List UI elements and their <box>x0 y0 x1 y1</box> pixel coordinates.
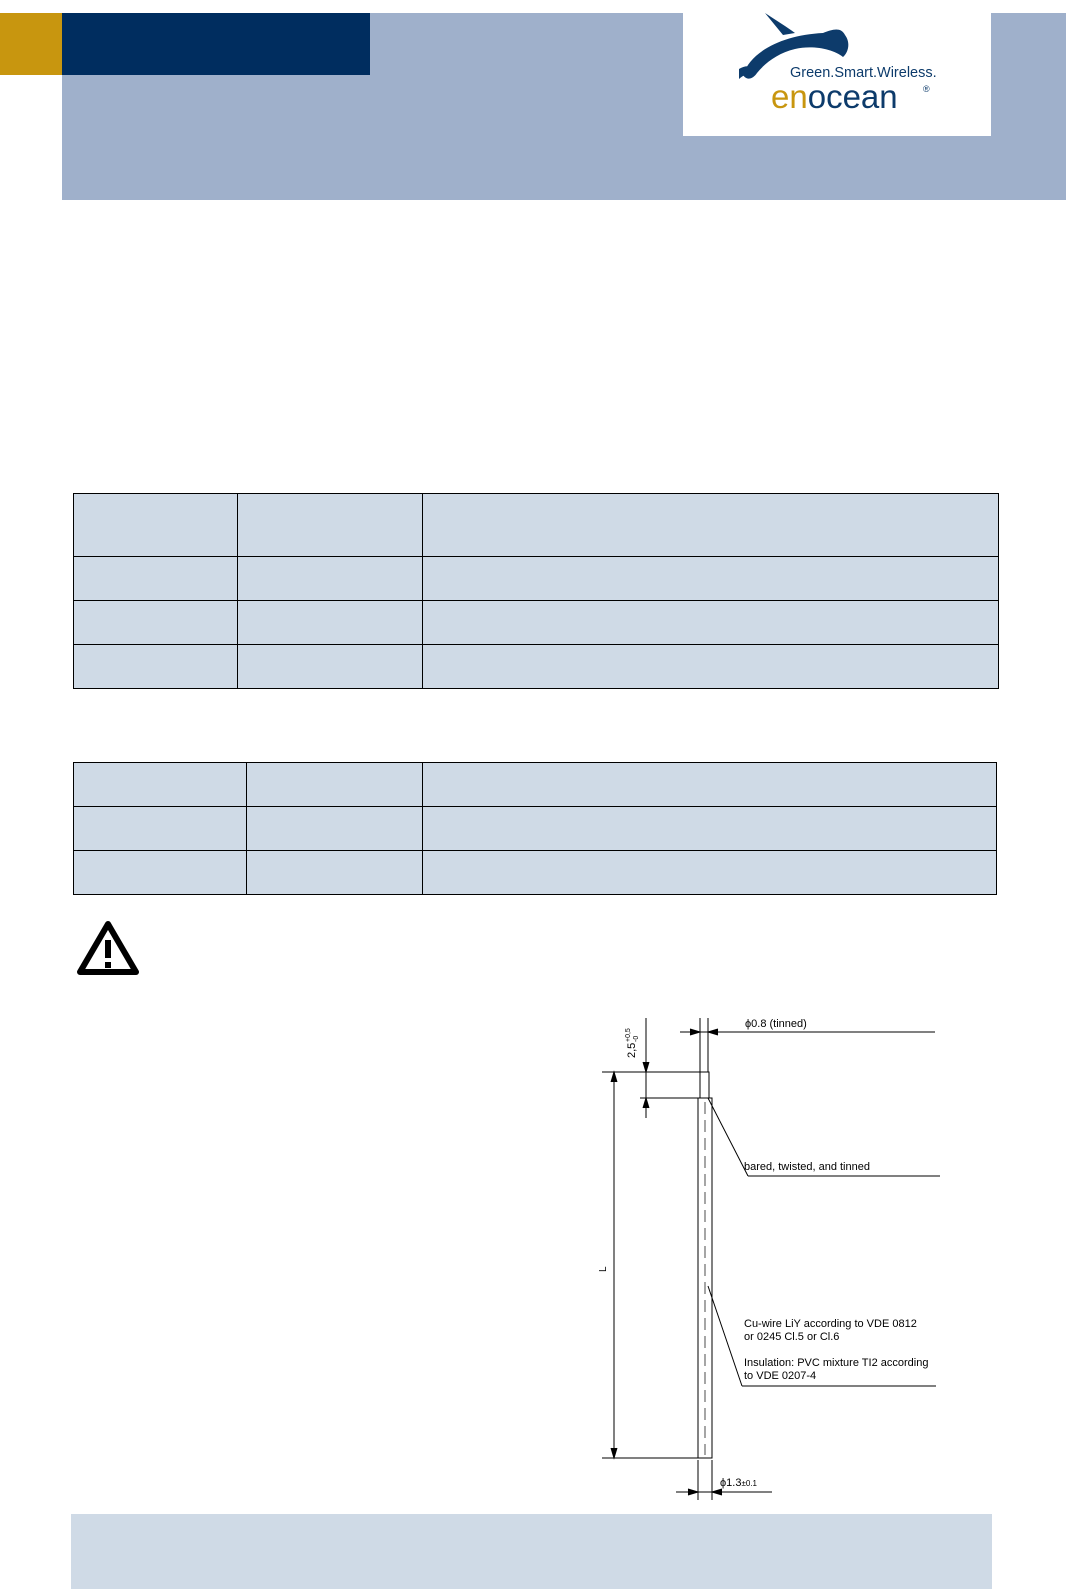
logo-tagline: Green.Smart.Wireless. <box>790 65 937 81</box>
warning-triangle-icon <box>76 920 140 981</box>
logo-name-suffix: ocean <box>807 78 898 115</box>
table-cell <box>238 494 423 557</box>
table-row <box>74 557 999 601</box>
bared-end-note: bared, twisted, and tinned <box>744 1161 870 1173</box>
table-cell <box>74 807 247 851</box>
table-cell <box>423 601 999 645</box>
table-cell <box>423 557 999 601</box>
table-cell <box>423 645 999 689</box>
table-cell <box>74 645 238 689</box>
table-cell <box>247 763 423 807</box>
wire-spec-note-line2: or 0245 Cl.5 or Cl.6 <box>744 1331 840 1343</box>
table-cell <box>238 557 423 601</box>
strip-tolerance-plus: +0,5 <box>625 1028 632 1042</box>
table-cell <box>423 851 997 895</box>
registered-mark: ® <box>923 84 930 94</box>
wire-technical-drawing <box>580 1010 950 1510</box>
navy-accent-block <box>62 13 370 75</box>
table-cell <box>247 807 423 851</box>
table-cell <box>74 494 238 557</box>
gold-accent-block <box>0 13 62 75</box>
logo-name-prefix: en <box>771 78 808 115</box>
strip-length-label: 2,5 <box>626 1042 638 1058</box>
table-cell <box>247 851 423 895</box>
wire-finish-label: (tinned) <box>769 1018 807 1030</box>
wire-diameter-label: ϕ0.8 <box>745 1018 767 1030</box>
length-symbol: L <box>598 1266 609 1272</box>
table-header-row <box>74 763 997 807</box>
specification-table-1 <box>73 493 999 689</box>
table-row <box>74 601 999 645</box>
insulation-note-line2: to VDE 0207-4 <box>744 1370 817 1382</box>
table-cell <box>238 601 423 645</box>
outer-diameter-tolerance: ±0.1 <box>741 1479 757 1488</box>
table-cell <box>74 851 247 895</box>
specification-table-2 <box>73 762 997 895</box>
table-cell <box>423 763 997 807</box>
table-cell <box>423 494 999 557</box>
outer-diameter-label: ϕ1.3 <box>720 1477 742 1489</box>
table-cell <box>74 557 238 601</box>
svg-text:ϕ0.8 (tinned) <box>745 1018 807 1030</box>
table-cell <box>74 601 238 645</box>
svg-text:ϕ1.3±0.1 <box>720 1477 758 1489</box>
table-row <box>74 807 997 851</box>
strip-tolerance-minus: -0 <box>633 1035 640 1042</box>
table-row <box>74 645 999 689</box>
wire-spec-note-line1: Cu-wire LiY according to VDE 0812 <box>744 1318 917 1330</box>
table-cell <box>238 645 423 689</box>
table-cell <box>74 763 247 807</box>
table-row <box>74 851 997 895</box>
company-logo <box>683 13 991 136</box>
table-cell <box>423 807 997 851</box>
table-header-row <box>74 494 999 557</box>
svg-text:enocean <box>771 78 898 115</box>
footer-band <box>71 1514 992 1589</box>
insulation-note-line1: Insulation: PVC mixture TI2 according <box>744 1357 929 1369</box>
